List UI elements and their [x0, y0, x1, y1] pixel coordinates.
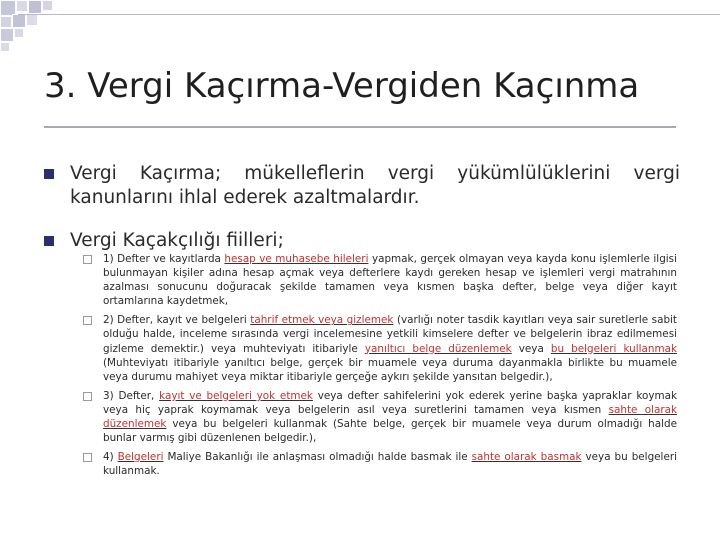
- checkbox-bullet-icon: [83, 453, 92, 462]
- sub-bullet-text: [103, 450, 677, 478]
- square-bullet-icon: [44, 236, 54, 246]
- text-segment: 1) Defter ve kayıtlarda: [103, 253, 225, 265]
- text-segment: veya defter sahifelerini yok ederek yerine başka yapraklar koymak veya hiç yaprak koymamak veya belgelerin asıl veya suretlerini tamamen veya kısmen: [103, 389, 677, 416]
- sub-bullet-text: [103, 252, 677, 308]
- sub-bullet-item: [83, 389, 677, 445]
- text-segment: 4): [103, 451, 118, 464]
- text-segment: 3) Defter,: [103, 389, 160, 402]
- square-bullet-icon: [44, 169, 54, 179]
- deco-square: [26, 14, 38, 26]
- highlighted-phrase: Belgeleri: [117, 451, 164, 464]
- bullet-text: Vergi Kaçakçılığı fiilleri;: [70, 230, 284, 251]
- text-segment: 2) Defter, kayıt ve belgeleri: [103, 314, 251, 327]
- deco-square: [28, 0, 42, 14]
- highlighted-phrase: sahte olarak düzenlemek: [103, 403, 678, 431]
- page-title: 3. Vergi Kaçırma-Vergiden Kaçınma: [44, 66, 640, 106]
- sub-bullet-item: [83, 313, 677, 383]
- text-segment: veya bu belgeleri kullanmak (Sahte belge, gerçek bir muamele veya durum olmadığı halde bunlar varmış gibi düzenlenen belgedir.),: [103, 418, 677, 445]
- highlighted-phrase: yanıltıcı belge düzenlemek: [364, 342, 512, 355]
- bullet-item: [44, 229, 680, 253]
- highlighted-phrase: tahrif etmek veya gizlemek: [250, 314, 394, 327]
- bullet-text: Vergi Kaçırma; mükelleflerin vergi yükümlülüklerini vergi kanunlarını ihlal ederek azaltmalardır.: [70, 163, 680, 208]
- text-segment: veya: [511, 342, 551, 355]
- sub-bullet-list: [83, 252, 677, 483]
- deco-square: [0, 28, 14, 42]
- text-segment: (varlığı noter tasdik kayıtları veya sair suretlerle sabit olduğu halde, inceleme sırasında vergi incelemesine yetkili kimselere defter ve belgelerin ibraz edilmemesi gizleme demektir.) veya muhteviyatı itibariyle: [103, 314, 678, 355]
- checkbox-bullet-icon: [83, 316, 92, 325]
- bullet-item: [44, 162, 680, 210]
- sub-bullet-text: [103, 389, 677, 445]
- sub-bullet-item: [83, 450, 677, 478]
- checkbox-bullet-icon: [83, 255, 92, 264]
- sub-bullet-item: [83, 252, 677, 308]
- top-decor-line: [18, 14, 720, 15]
- deco-square: [16, 0, 28, 12]
- highlighted-phrase: bu belgeleri kullanmak: [550, 342, 677, 355]
- text-segment: veya bu belgeleri kullanmak.: [103, 451, 677, 478]
- highlighted-phrase: sahte olarak basmak: [471, 451, 582, 464]
- highlighted-phrase: kayıt ve belgeleri yok etmek: [159, 389, 313, 402]
- deco-square: [12, 14, 26, 28]
- text-segment: (Muhteviyatı itibariyle yanıltıcı belge, gerçek bir muamele veya duruma dayanmakla birlikte bu muamele veya durumu mahiyet veya miktar itibariyle gerçeğe aykırı şekilde yansıtan belgedir.),: [103, 356, 677, 383]
- deco-square: [42, 0, 53, 11]
- title-divider: [44, 126, 676, 128]
- text-segment: Maliye Bakanlığı ile anlaşması olmadığı halde basmak ile: [163, 451, 472, 464]
- sub-bullet-text: [103, 313, 677, 383]
- deco-square: [0, 42, 10, 52]
- deco-square: [14, 28, 24, 38]
- checkbox-bullet-icon: [83, 392, 92, 401]
- text-segment: yapmak, gerçek olmayan veya kayda konu işlemlerle ilgisi bulunmayan kişiler adına hesap açmak veya defterlere kaydı gereken hesap ve işlemleri vergi matrahının azalması sonucunu doğuracak şekilde tamamen veya kısmen başka defter, belge veya diğer kayıt ortamlarına kaydetmek,: [103, 253, 677, 308]
- deco-square: [0, 16, 12, 28]
- highlighted-phrase: hesap ve muhasebe hileleri: [224, 253, 369, 265]
